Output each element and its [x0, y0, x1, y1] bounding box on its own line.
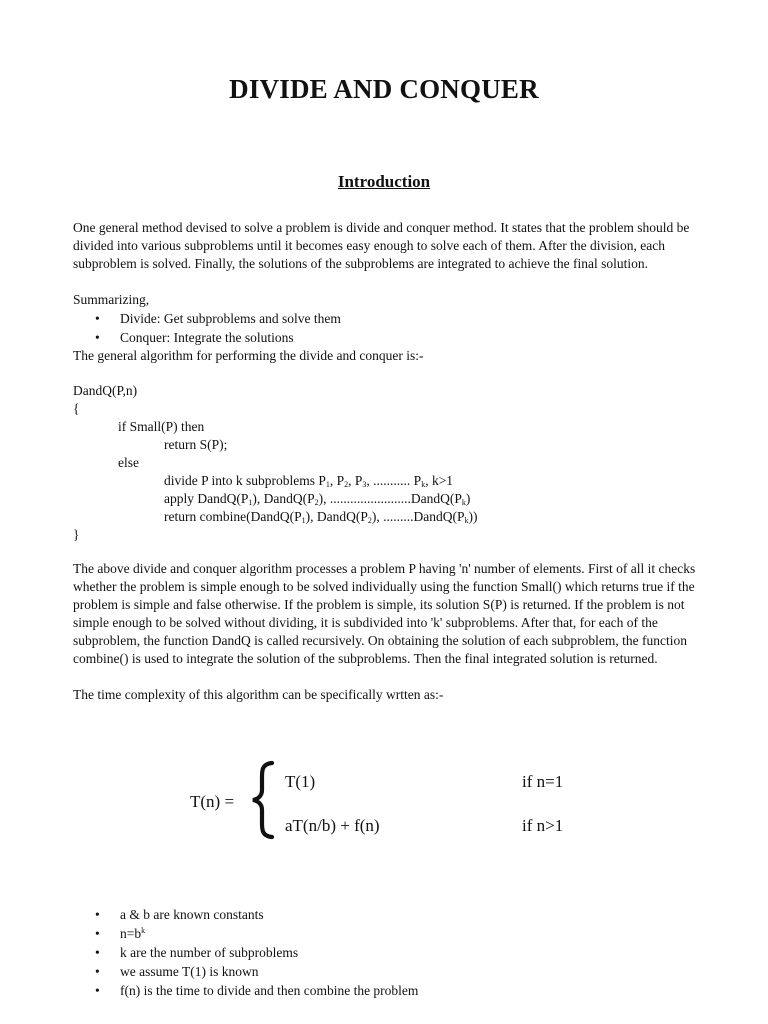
- list-item: • k are the number of subproblems: [73, 943, 693, 962]
- list-item: • a & b are known constants: [73, 905, 693, 924]
- code-divide-line: divide P into k subproblems $P_1$, $P_2$, $P_3$, ........... $P_k$, k>1: [164, 473, 454, 489]
- code-else-line: else: [118, 455, 139, 470]
- recurrence-formula: [190, 760, 610, 840]
- code-return-line: return S(P);: [164, 437, 228, 452]
- code-apply-line: apply $DandQ(P_1)$, $DandQ(P_2)$, $........................DandQ(P_k)$: [164, 491, 471, 507]
- code-signature: DandQ(P,n): [73, 383, 138, 398]
- list-item: • we assume T(1) is known: [73, 962, 693, 981]
- complexity-intro: The time complexity of this algorithm can be specifically wrtten as:-: [73, 687, 444, 702]
- case1-condition: if n=1: [522, 772, 564, 791]
- formula-lhs: T(n) =: [190, 792, 235, 811]
- section-heading-introduction: Introduction: [337, 172, 431, 191]
- list-item: • $n=b^k$: [73, 924, 693, 943]
- list-item: • f(n) is the time to divide and then combine the problem: [73, 981, 693, 1000]
- case1-expression: T(1): [285, 772, 316, 791]
- code-close-brace: }: [73, 527, 80, 542]
- algorithm-intro: The general algorithm for performing the divide and conquer is:-: [73, 348, 424, 363]
- list-item: • Divide: Get subproblems and solve them: [73, 309, 693, 328]
- code-if-line: if Small(P) then: [118, 419, 205, 434]
- summarizing-label: Summarizing,: [73, 292, 150, 307]
- summary-list: [73, 309, 693, 347]
- case2-condition: if n>1: [522, 816, 564, 835]
- explanation-paragraph: The above divide and conquer algorithm processes a problem P having 'n' number of elements. First of all it checks whether the problem is simple enough to be solved individually using the function Small() which returns true if the problem is simple and false otherwise. If the problem is simple, its solution S(P) is returned. If the problem is not simple enough to be solved without dividing, it is subdivided into 'k' subproblems. After that, for each of the subproblem, the function DandQ is called recursively. On obtaining the solution of each subproblem, the function combine() is used to integrate the solution of the subproblems. Then the final integrated solution is returned.: [73, 561, 696, 666]
- case2-expression: aT(n/b) + f(n): [285, 816, 380, 835]
- algorithm-pseudocode: [73, 382, 693, 544]
- page-title: DIVIDE AND CONQUER: [229, 74, 539, 104]
- code-open-brace: {: [73, 401, 80, 416]
- code-combine-line: return $combine(DandQ(P_1)$, $DandQ(P_2)$, $.........DandQ(P_k)$): [164, 509, 478, 525]
- list-item: • Conquer: Integrate the solutions: [73, 328, 693, 347]
- intro-paragraph: One general method devised to solve a problem is divide and conquer method. It states that the problem should be divided into various subproblems until it becomes easy enough to solve each of them. After the division, each subproblem is solved. Finally, the solutions of the subproblems are integrated to achieve the final solution.: [73, 220, 690, 271]
- curly-brace-icon: [248, 760, 278, 840]
- notes-list: [73, 905, 693, 1000]
